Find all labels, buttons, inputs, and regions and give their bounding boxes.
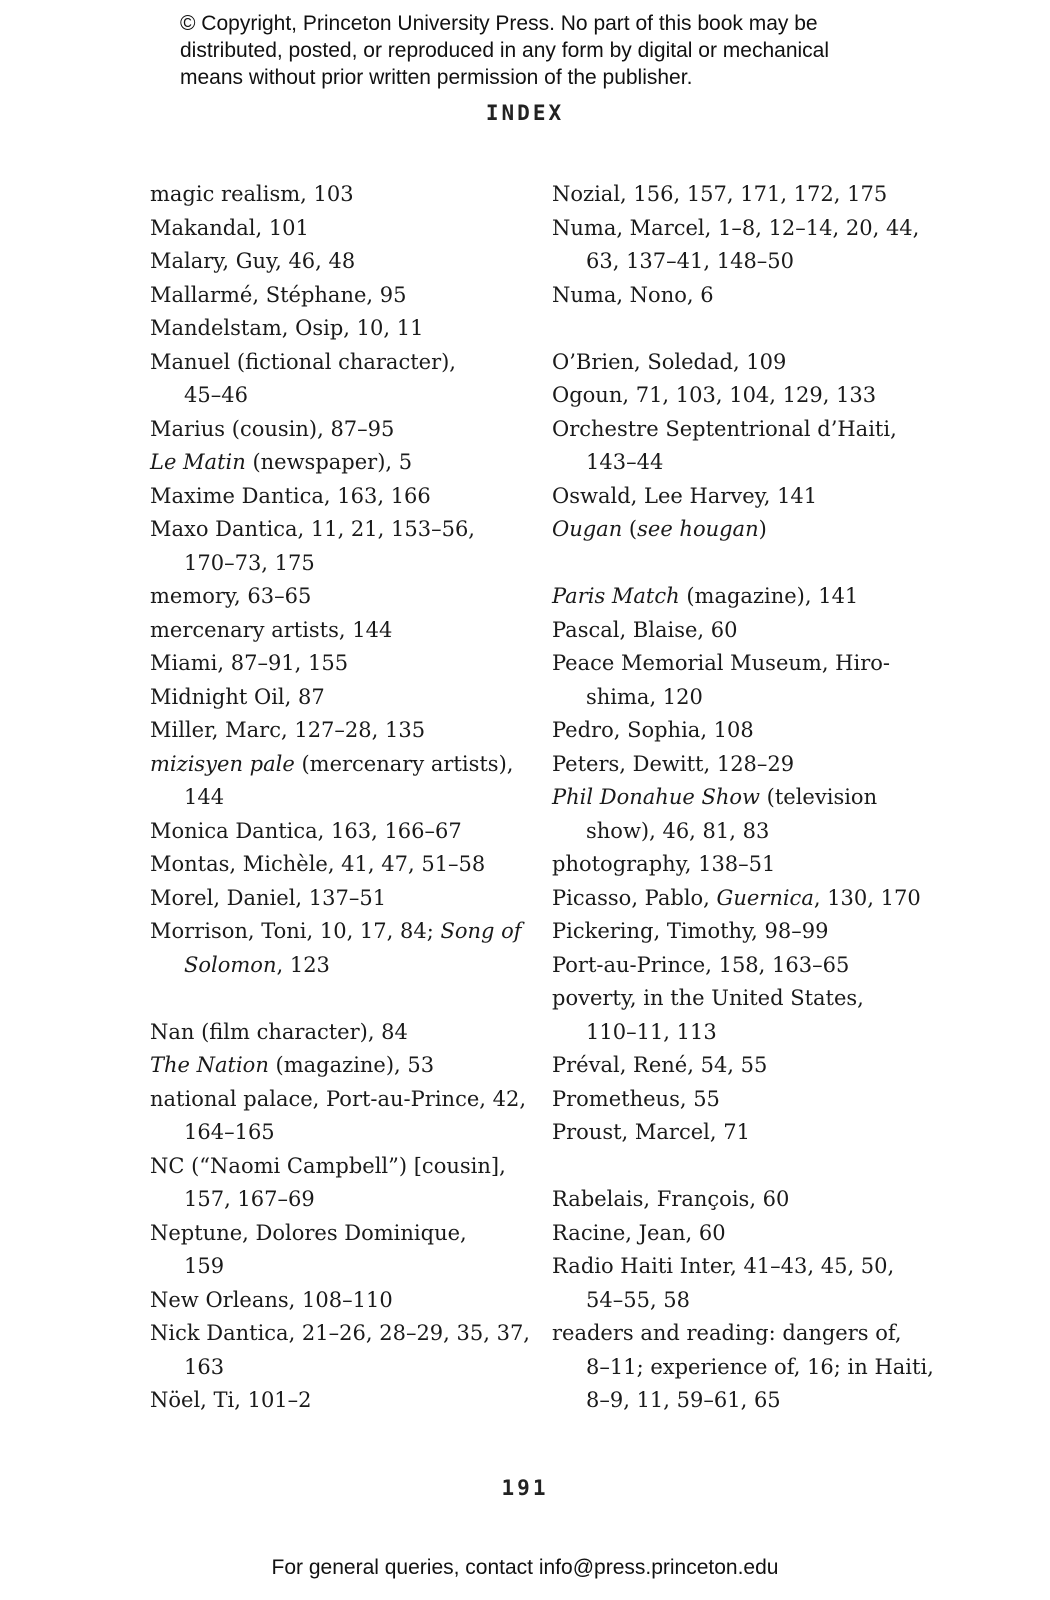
index-entry	[552, 178, 927, 212]
index-entry	[552, 748, 927, 782]
letter-group-spacer	[552, 547, 927, 581]
index-entry-text: Pedro, Sophia, 108	[552, 718, 754, 742]
index-entry-text: magic realism, 103	[150, 182, 354, 206]
index-entry-text: Rabelais, François, 60	[552, 1187, 790, 1211]
index-entry	[552, 714, 927, 748]
index-entry	[150, 346, 530, 413]
index-entry-text: 45–46	[184, 383, 248, 407]
index-entry-text: 8–11; experience of, 16; in Haiti,	[586, 1354, 934, 1379]
index-entry-text: Nan (film character), 84	[150, 1019, 408, 1044]
index-entry-text: Pascal, Blaise, 60	[552, 617, 738, 642]
index-entry-text: 144	[184, 785, 225, 809]
index-entry-text: New Orleans, 108–110	[150, 1287, 393, 1312]
index-entry-italic-text: Song of	[440, 919, 522, 943]
index-entry	[150, 681, 530, 715]
index-entry-text: Peters, Dewitt, 128–29	[552, 751, 795, 776]
index-entry-text: Racine, Jean, 60	[552, 1220, 726, 1245]
index-entry-text: Ogoun, 71, 103, 104, 129, 133	[552, 383, 877, 407]
page-number: 191	[501, 1476, 549, 1500]
index-entry-text: Port-au-Prince, 158, 163–65	[552, 952, 850, 977]
index-entry	[552, 1217, 927, 1251]
index-entry	[150, 915, 530, 982]
index-entry-text: Miller, Marc, 127–28, 135	[150, 718, 426, 742]
index-entry-text: Pickering, Timothy, 98–99	[552, 919, 829, 943]
index-entry-text: 63, 137–41, 148–50	[586, 249, 795, 273]
index-entry-italic-text: Le Matin	[150, 450, 246, 474]
index-entry	[150, 446, 530, 480]
index-entry	[552, 513, 927, 547]
index-entry	[150, 1083, 530, 1150]
index-entry	[552, 1049, 927, 1083]
index-entry-text: 143–44	[586, 450, 664, 474]
index-entry-text: Miami, 87–91, 155	[150, 651, 349, 675]
index-entry-text: O’Brien, Soledad, 109	[552, 349, 787, 374]
index-entry-text: Manuel (fictional character),	[150, 349, 456, 374]
index-entry-text: Mallarmé, Stéphane, 95	[150, 282, 407, 307]
index-entry-text: photography, 138–51	[552, 852, 776, 876]
index-entry-text: Prometheus, 55	[552, 1086, 720, 1111]
index-entry	[552, 480, 927, 514]
index-entry-italic-text: Solomon	[184, 952, 277, 977]
index-entry	[552, 212, 927, 279]
copyright-line: means without prior written permission of the publisher.	[180, 66, 693, 89]
index-entry	[150, 614, 530, 648]
index-entry	[150, 1317, 530, 1384]
index-entry-text: (mercenary artists),	[294, 751, 514, 776]
index-entry	[150, 848, 530, 882]
index-entry-text: Préval, René, 54, 55	[552, 1053, 768, 1077]
index-entry	[150, 1284, 530, 1318]
index-entry	[552, 882, 927, 916]
index-entry	[150, 748, 530, 815]
index-entry-text: Malary, Guy, 46, 48	[150, 249, 356, 273]
index-entry	[150, 480, 530, 514]
index-entry-italic-text: see hougan	[637, 517, 759, 541]
index-entry	[150, 815, 530, 849]
index-entry	[150, 1150, 530, 1217]
index-entry-text: Montas, Michèle, 41, 47, 51–58	[150, 852, 486, 876]
index-entry-text: , 130, 170	[813, 885, 921, 910]
index-entry	[150, 882, 530, 916]
index-entry-text: (magazine), 141	[679, 584, 859, 608]
index-entry	[552, 614, 927, 648]
index-entry-text: show), 46, 81, 83	[586, 818, 770, 843]
index-entry	[150, 714, 530, 748]
index-entry	[150, 513, 530, 580]
index-entry-italic-text: Ougan	[552, 517, 623, 541]
index-entry	[150, 413, 530, 447]
index-entry	[150, 1049, 530, 1083]
index-entry	[552, 279, 927, 313]
index-entry-text: Orchestre Septentrional d’Haiti,	[552, 416, 897, 441]
index-entry	[552, 1116, 927, 1150]
index-entry	[552, 413, 927, 480]
index-entry-text: Morrison, Toni, 10, 17, 84;	[150, 919, 441, 943]
index-entry-text: Maxime Dantica, 163, 166	[150, 483, 431, 508]
index-entry	[150, 647, 530, 681]
index-entry	[552, 1250, 927, 1317]
index-entry	[552, 647, 927, 714]
letter-group-spacer	[150, 982, 530, 1016]
index-entry-text: Neptune, Dolores Dominique,	[150, 1220, 467, 1245]
index-entry-text: Midnight Oil, 87	[150, 684, 325, 709]
index-entry-text: Numa, Marcel, 1–8, 12–14, 20, 44,	[552, 215, 920, 240]
index-column-left	[150, 178, 530, 1418]
index-entry	[150, 1016, 530, 1050]
index-entry-text: Monica Dantica, 163, 166–67	[150, 818, 462, 843]
footer-contact: For general queries, contact info@press.princeton.edu	[271, 1556, 779, 1579]
index-entry-text: (television	[759, 785, 878, 809]
index-entry-italic-text: Guernica	[716, 885, 814, 910]
index-entry-text: Marius (cousin), 87–95	[150, 416, 395, 441]
running-head: INDEX	[485, 101, 565, 125]
index-entry-text: (magazine), 53	[268, 1053, 435, 1077]
index-entry-text: mercenary artists, 144	[150, 617, 393, 642]
index-entry-text: Nozial, 156, 157, 171, 172, 175	[552, 182, 888, 206]
index-entry-text: national palace, Port-au-Prince, 42,	[150, 1086, 527, 1111]
index-entry-text: Makandal, 101	[150, 215, 309, 240]
copyright-line: distributed, posted, or reproduced in any form by digital or mechanical	[180, 39, 830, 62]
index-entry-text: (	[622, 517, 638, 541]
index-entry	[150, 178, 530, 212]
index-entry-italic-text: The Nation	[150, 1053, 269, 1077]
index-entry-text: 54–55, 58	[586, 1287, 691, 1312]
index-entry-text: 159	[184, 1254, 225, 1278]
index-entry-italic-text: Paris Match	[552, 584, 680, 608]
index-entry	[552, 915, 927, 949]
index-entry	[552, 982, 927, 1049]
index-entry	[552, 848, 927, 882]
index-entry-text: poverty, in the United States,	[552, 986, 864, 1010]
index-entry-text: Picasso, Pablo,	[552, 885, 717, 910]
index-entry	[552, 1183, 927, 1217]
index-entry	[150, 279, 530, 313]
index-entry	[150, 245, 530, 279]
index-entry-text: Oswald, Lee Harvey, 141	[552, 483, 818, 508]
index-entry-text: Mandelstam, Osip, 10, 11	[150, 316, 424, 340]
index-entry-text: Proust, Marcel, 71	[552, 1120, 750, 1144]
index-entry	[150, 580, 530, 614]
letter-group-spacer	[552, 312, 927, 346]
index-entry-text: Peace Memorial Museum, Hiro-	[552, 651, 890, 675]
index-entry	[552, 781, 927, 848]
index-entry-text: NC (“Naomi Campbell”) [cousin],	[150, 1153, 506, 1178]
copyright-notice	[180, 10, 900, 91]
index-entry-text: shima, 120	[586, 684, 703, 709]
index-entry-text: 163	[184, 1354, 225, 1379]
index-entry-text: Maxo Dantica, 11, 21, 153–56,	[150, 517, 475, 541]
index-entry-text: 110–11, 113	[586, 1019, 717, 1044]
copyright-line: © Copyright, Princeton University Press. No part of this book may be	[180, 12, 818, 35]
index-entry	[552, 1317, 934, 1418]
index-column-right	[552, 178, 934, 1418]
index-entry-text: Radio Haiti Inter, 41–43, 45, 50,	[552, 1254, 895, 1278]
index-entry	[150, 1384, 530, 1418]
index-entry-italic-text: Phil Donahue Show	[552, 785, 760, 809]
index-entry	[552, 580, 927, 614]
index-entry-text: , 123	[276, 952, 330, 977]
index-entry-text: 157, 167–69	[184, 1187, 315, 1211]
index-entry-text: )	[758, 517, 767, 541]
index-entry	[552, 379, 927, 413]
index-entry-text: 164–165	[184, 1120, 275, 1144]
index-entry-text: 170–73, 175	[184, 550, 315, 575]
index-entry-text: 8–9, 11, 59–61, 65	[586, 1388, 781, 1412]
index-entry	[150, 1217, 530, 1284]
index-entry-text: Nick Dantica, 21–26, 28–29, 35, 37,	[150, 1321, 530, 1345]
index-entry	[150, 312, 530, 346]
index-entry	[552, 1083, 927, 1117]
index-entry-text: Numa, Nono, 6	[552, 282, 714, 307]
index-entry-text: readers and reading: dangers of,	[552, 1321, 902, 1345]
index-entry-text: (newspaper), 5	[245, 450, 413, 474]
index-entry-text: Nöel, Ti, 101–2	[150, 1388, 312, 1412]
index-entry	[150, 212, 530, 246]
letter-group-spacer	[552, 1150, 927, 1184]
index-entry-text: memory, 63–65	[150, 584, 312, 608]
index-entry-italic-text: mizisyen pale	[150, 751, 295, 776]
index-entry-text: Morel, Daniel, 137–51	[150, 885, 387, 910]
index-entry	[552, 346, 927, 380]
index-entry	[552, 949, 927, 983]
